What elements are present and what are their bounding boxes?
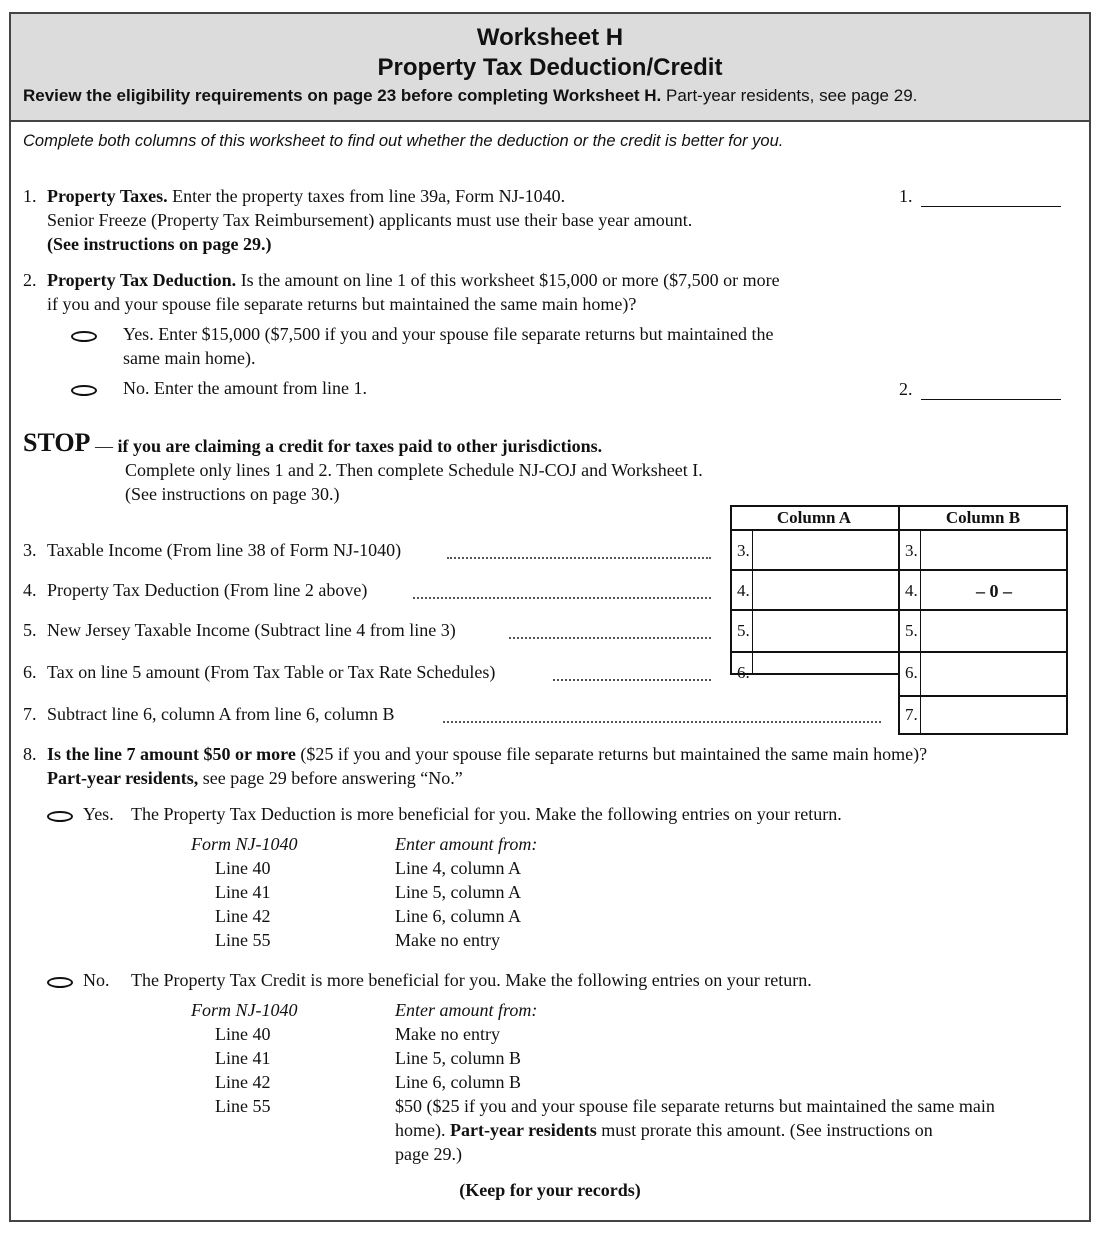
line8-no-radio[interactable]	[47, 977, 73, 988]
stop-bold-text: if you are claiming a credit for taxes paid to other jurisdictions.	[117, 436, 603, 456]
column-a-header: Column A	[776, 508, 852, 527]
footer-note: (Keep for your records)	[459, 1180, 641, 1200]
worksheet-title: Worksheet H	[476, 24, 624, 51]
line8-yes-radio[interactable]	[47, 811, 73, 822]
worksheet-subtitle: Property Tax Deduction/Credit	[377, 54, 723, 81]
line7-column-b-field[interactable]	[922, 697, 1066, 733]
stop-heading: STOP	[23, 428, 91, 457]
no-row-from: Line 6, column B	[395, 1072, 521, 1092]
line1-text	[47, 186, 565, 207]
line6-label: Tax on line 5 amount (From Tax Table or Tax Rate Schedules)	[47, 662, 496, 682]
line2-yes-radio[interactable]	[71, 331, 97, 342]
no-line55-cont1-bold: Part-year residents	[449, 1120, 597, 1140]
line7-leader	[443, 721, 881, 723]
line7-label: Subtract line 6, column A from line 6, column B	[47, 704, 395, 724]
line4-column-b-value: – 0 –	[976, 581, 1012, 601]
line6-leader	[553, 679, 711, 681]
column-b-num-divider	[920, 529, 921, 735]
line5-b-ref: 5.	[905, 621, 918, 640]
line3-column-a-field[interactable]	[754, 531, 898, 569]
line8-num: 8.	[23, 744, 37, 764]
line4-a-ref: 4.	[737, 581, 750, 600]
line1-answer-field[interactable]	[921, 206, 1061, 207]
no-line55-cont2: page 29.)	[395, 1144, 462, 1164]
yes-col2-head: Enter amount from:	[395, 834, 538, 854]
line8-bold1: Is the line 7 amount $50 or more	[47, 744, 296, 764]
yes-row-form: Line 42	[215, 906, 271, 926]
line3-b-ref: 3.	[905, 541, 918, 560]
line2-text2: if you and your spouse file separate returns but maintained the same main home)?	[47, 294, 637, 314]
line1-bold: Property Taxes.	[47, 186, 168, 206]
eligibility-note	[23, 86, 917, 106]
line1-rest: Enter the property taxes from line 39a, Form NJ-1040.	[167, 186, 566, 206]
line3-label: Taxable Income (From line 38 of Form NJ-1040)	[47, 540, 402, 560]
line1-text2: Senior Freeze (Property Tax Reimbursement) applicants must use their base year amount.	[47, 210, 693, 230]
no-line55-cont1	[395, 1120, 933, 1141]
line4-b-ref: 4.	[905, 581, 918, 600]
line8-text2	[47, 768, 463, 789]
stop-text1: Complete only lines 1 and 2. Then complete Schedule NJ-COJ and Worksheet I.	[125, 460, 703, 480]
eligibility-note-bold: Review the eligibility requirements on page 23 before completing Worksheet H.	[23, 86, 662, 105]
yes-row-from: Line 4, column A	[395, 858, 521, 878]
line6-column-a-field[interactable]	[754, 653, 898, 675]
yes-row-from: Line 5, column A	[395, 882, 521, 902]
stop-bold-line	[95, 436, 602, 457]
line8-bold2: Part-year residents,	[47, 768, 199, 788]
intro-text: Complete both columns of this worksheet to find out whether the deduction or the credit is better for you.	[23, 132, 784, 150]
no-row-form: Line 41	[215, 1048, 271, 1068]
yes-row-form: Line 55	[215, 930, 271, 950]
line2-yes-text: Yes. Enter $15,000 ($7,500 if you and your spouse file separate returns but maintained the	[123, 324, 774, 344]
line2-rest: Is the amount on line 1 of this worksheet $15,000 or more ($7,500 or more	[236, 270, 780, 290]
line7-b-ref: 7.	[905, 705, 918, 724]
line5-label: New Jersey Taxable Income (Subtract line 4 from line 3)	[47, 620, 456, 640]
yes-row-from: Make no entry	[395, 930, 500, 950]
line8-yes-text: The Property Tax Deduction is more beneficial for you. Make the following entries on your return.	[131, 804, 842, 824]
line8-yes-label: Yes.	[83, 804, 114, 824]
no-col1-head: Form NJ-1040	[191, 1000, 298, 1020]
worksheet-page	[9, 12, 1091, 1222]
no-row-from: Make no entry	[395, 1024, 500, 1044]
line2-no-radio[interactable]	[71, 385, 97, 396]
line4-column-a-field[interactable]	[754, 571, 898, 609]
line4-label: Property Tax Deduction (From line 2 above)	[47, 580, 368, 600]
stop-text2: (See instructions on page 30.)	[125, 484, 340, 504]
line2-ref: 2.	[899, 379, 913, 399]
yes-col1-head: Form NJ-1040	[191, 834, 298, 854]
line1-text3: (See instructions on page 29.)	[47, 234, 272, 254]
no-row-from: Line 5, column B	[395, 1048, 521, 1068]
line8-no-text: The Property Tax Credit is more beneficial for you. Make the following entries on your return.	[131, 970, 812, 990]
line2-text	[47, 270, 780, 291]
line2-answer-field[interactable]	[921, 399, 1061, 400]
line8-rest2: see page 29 before answering “No.”	[198, 768, 463, 788]
line1-ref: 1.	[899, 186, 913, 206]
line6-column-b-field[interactable]	[922, 653, 1066, 695]
line3-column-b-field[interactable]	[922, 531, 1066, 569]
line3-leader	[447, 557, 711, 559]
line4-num: 4.	[23, 580, 37, 600]
yes-row-form: Line 41	[215, 882, 271, 902]
yes-row-from: Line 6, column A	[395, 906, 521, 926]
line3-a-ref: 3.	[737, 541, 750, 560]
line2-bold: Property Tax Deduction.	[47, 270, 237, 290]
line5-leader	[509, 637, 711, 639]
no-row-form: Line 55	[215, 1096, 271, 1116]
line2-yes-text2: same main home).	[123, 348, 256, 368]
yes-row-form: Line 40	[215, 858, 271, 878]
line8-no-label: No.	[83, 970, 110, 990]
line7-num: 7.	[23, 704, 37, 724]
line6-a-ref: 6.	[737, 663, 750, 682]
line5-a-ref: 5.	[737, 621, 750, 640]
line2-num: 2.	[23, 270, 37, 290]
no-row-form: Line 40	[215, 1024, 271, 1044]
column-a-num-divider	[752, 529, 753, 675]
line3-num: 3.	[23, 540, 37, 560]
no-line55-cont1-post: must prorate this amount. (See instructions on	[596, 1120, 933, 1140]
line8-text	[47, 744, 927, 765]
line6-b-ref: 6.	[905, 663, 918, 682]
line6-num: 6.	[23, 662, 37, 682]
line5-num: 5.	[23, 620, 37, 640]
line2-no-text: No. Enter the amount from line 1.	[123, 378, 367, 398]
worksheet-header	[11, 14, 1089, 122]
line5-column-b-field[interactable]	[922, 611, 1066, 651]
no-col2-head: Enter amount from:	[395, 1000, 538, 1020]
column-b-header: Column B	[945, 508, 1021, 527]
eligibility-note-rest: Part-year residents, see page 29.	[661, 86, 918, 105]
no-row-form: Line 42	[215, 1072, 271, 1092]
line5-column-a-field[interactable]	[754, 611, 898, 651]
line8-rest1: ($25 if you and your spouse file separate returns but maintained the same main home)?	[295, 744, 928, 764]
no-line55-cont1-pre: home).	[395, 1120, 450, 1140]
line4-leader	[413, 597, 711, 599]
stop-dash: —	[95, 436, 118, 456]
no-row-from: $50 ($25 if you and your spouse file separate returns but maintained the same main	[395, 1096, 995, 1116]
line1-num: 1.	[23, 186, 37, 206]
